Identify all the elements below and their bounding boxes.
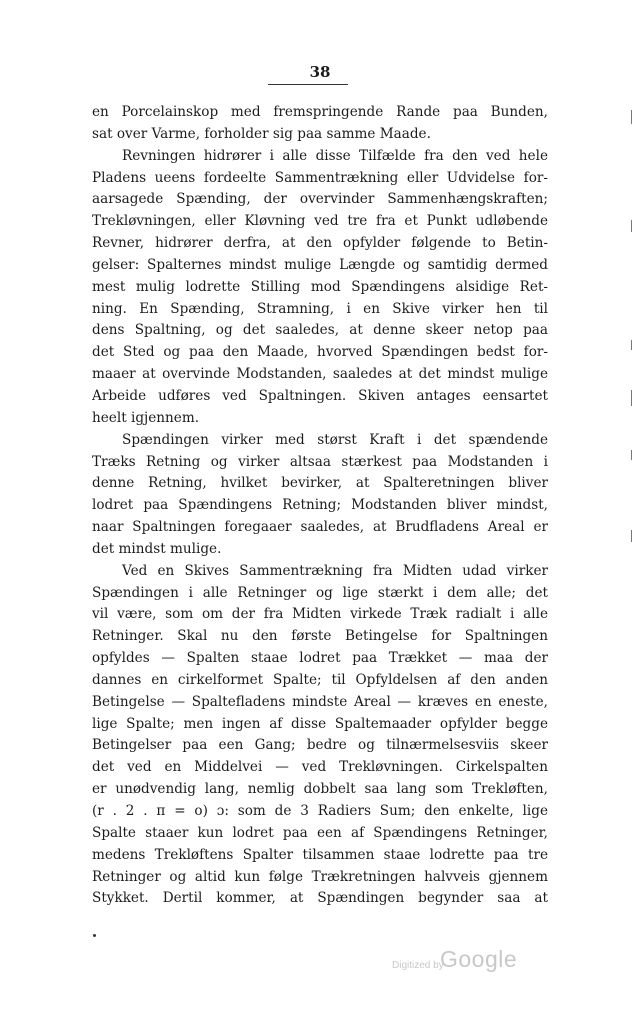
page-number-rule — [268, 84, 348, 85]
text-line: Træks Retning og virker altsaa stærkest paa Modstanden i — [92, 453, 548, 470]
body-text — [92, 102, 548, 910]
text-line: mest mulig lodrette Stilling mod Spændingens alsidige Ret- — [92, 278, 548, 295]
text-line: vil være, som om der fra Midten virkede Træk radialt i alle — [92, 606, 548, 623]
edge-tick — [631, 530, 632, 542]
text-line: er unødvendig lang, nemlig dobbelt saa lang som Trekløften, — [92, 781, 548, 798]
text-line: heelt igjennem. — [92, 409, 200, 426]
text-line: Retninger og altid kun følge Trækretningen halvveis gjennem — [92, 868, 548, 885]
text-line: denne Retning, hvilket bevirker, at Spalteretningen bliver — [92, 475, 548, 492]
text-line: Betingelse — Spaltefladens mindste Areal — kræves en eneste, — [92, 693, 548, 710]
text-line: Revningen hidrører i alle disse Tilfælde fra den ved hele — [122, 147, 548, 164]
text-line: lodret paa Spændingens Retning; Modstanden bliver mindst, — [92, 497, 548, 514]
watermark — [392, 940, 532, 980]
google-logo: Google — [440, 946, 518, 972]
text-line: opfyldes — Spalten staae lodret paa Trækket — maa der — [92, 650, 548, 667]
text-line: maaer at overvinde Modstanden, saaledes at det mindst mulige — [92, 366, 548, 383]
text-line: Spændingen i alle Retninger og lige stærkt i dem alle; det — [92, 584, 548, 601]
text-line: Betingelser paa een Gang; bedre og tilnærmelsesviis skeer — [92, 737, 548, 754]
text-line: sat over Varme, forholder sig paa samme Maade. — [92, 125, 431, 142]
edge-tick — [631, 110, 632, 124]
text-line: Spalte staaer kun lodret paa een af Spændingens Retninger, — [92, 824, 548, 841]
page-edge-marks — [627, 90, 639, 590]
edge-tick — [631, 220, 632, 232]
edge-tick — [631, 340, 632, 350]
text-line: medens Trekløftens Spalter tilsammen staae lodrette paa tre — [92, 846, 548, 863]
text-line: Spændingen virker med størst Kraft i det spændende — [122, 431, 548, 448]
edge-tick — [631, 450, 632, 460]
text-line: det ved en Middelvei — ved Trekløvningen. Cirkelspalten — [92, 759, 548, 776]
text-line: dens Spaltning, og det saaledes, at denne skeer netop paa — [92, 322, 548, 339]
text-line: Retninger. Skal nu den første Betingelse for Spaltningen — [92, 628, 548, 645]
text-line: (r . 2 . π = o) ɔ: som de 3 Radiers Sum; den enkelte, lige — [92, 803, 548, 819]
text-line: en Porcelainskop med fremspringende Rande paa Bunden, — [92, 104, 548, 120]
edge-tick — [631, 390, 632, 406]
text-line: ning. En Spænding, Stramning, i en Skive virker hen til — [92, 300, 548, 317]
text-line: det mindst mulige. — [92, 540, 222, 557]
text-line: Trekløvningen, eller Kløvning ved tre fra et Punkt udløbende — [92, 213, 548, 230]
text-line: Arbeide udføres ved Spaltningen. Skiven antages eensartet — [92, 387, 548, 404]
text-line: lige Spalte; men ingen af disse Spaltemaader opfylder begge — [92, 715, 548, 732]
text-line: Stykket. Dertil kommer, at Spændingen begynder saa at — [92, 890, 548, 907]
text-line: aarsagede Spænding, der overvinder Sammenhængskraften; — [92, 191, 548, 208]
text-line: Revner, hidrører derfra, at den opfylder følgende to Betin- — [92, 235, 548, 252]
text-line: dannes en cirkelformet Spalte; til Opfyldelsen af den anden — [92, 671, 548, 688]
text-line: naar Spaltningen foregaaer saaledes, at Brudfladens Areal er — [92, 519, 548, 536]
page-number: 38 — [309, 63, 331, 81]
text-line: gelser: Spalternes mindst mulige Længde og samtidig dermed — [92, 256, 548, 273]
text-line: det Sted og paa den Maade, hvorved Spændingen bedst for- — [92, 344, 548, 361]
watermark-prefix: Digitized by — [392, 960, 444, 971]
text-line: Pladens ueens fordeelte Sammentrækning eller Udvidelse for- — [92, 169, 548, 186]
text-line: Ved en Skives Sammentrækning fra Midten udad virker — [122, 562, 548, 579]
stray-ink-mark — [93, 934, 96, 937]
